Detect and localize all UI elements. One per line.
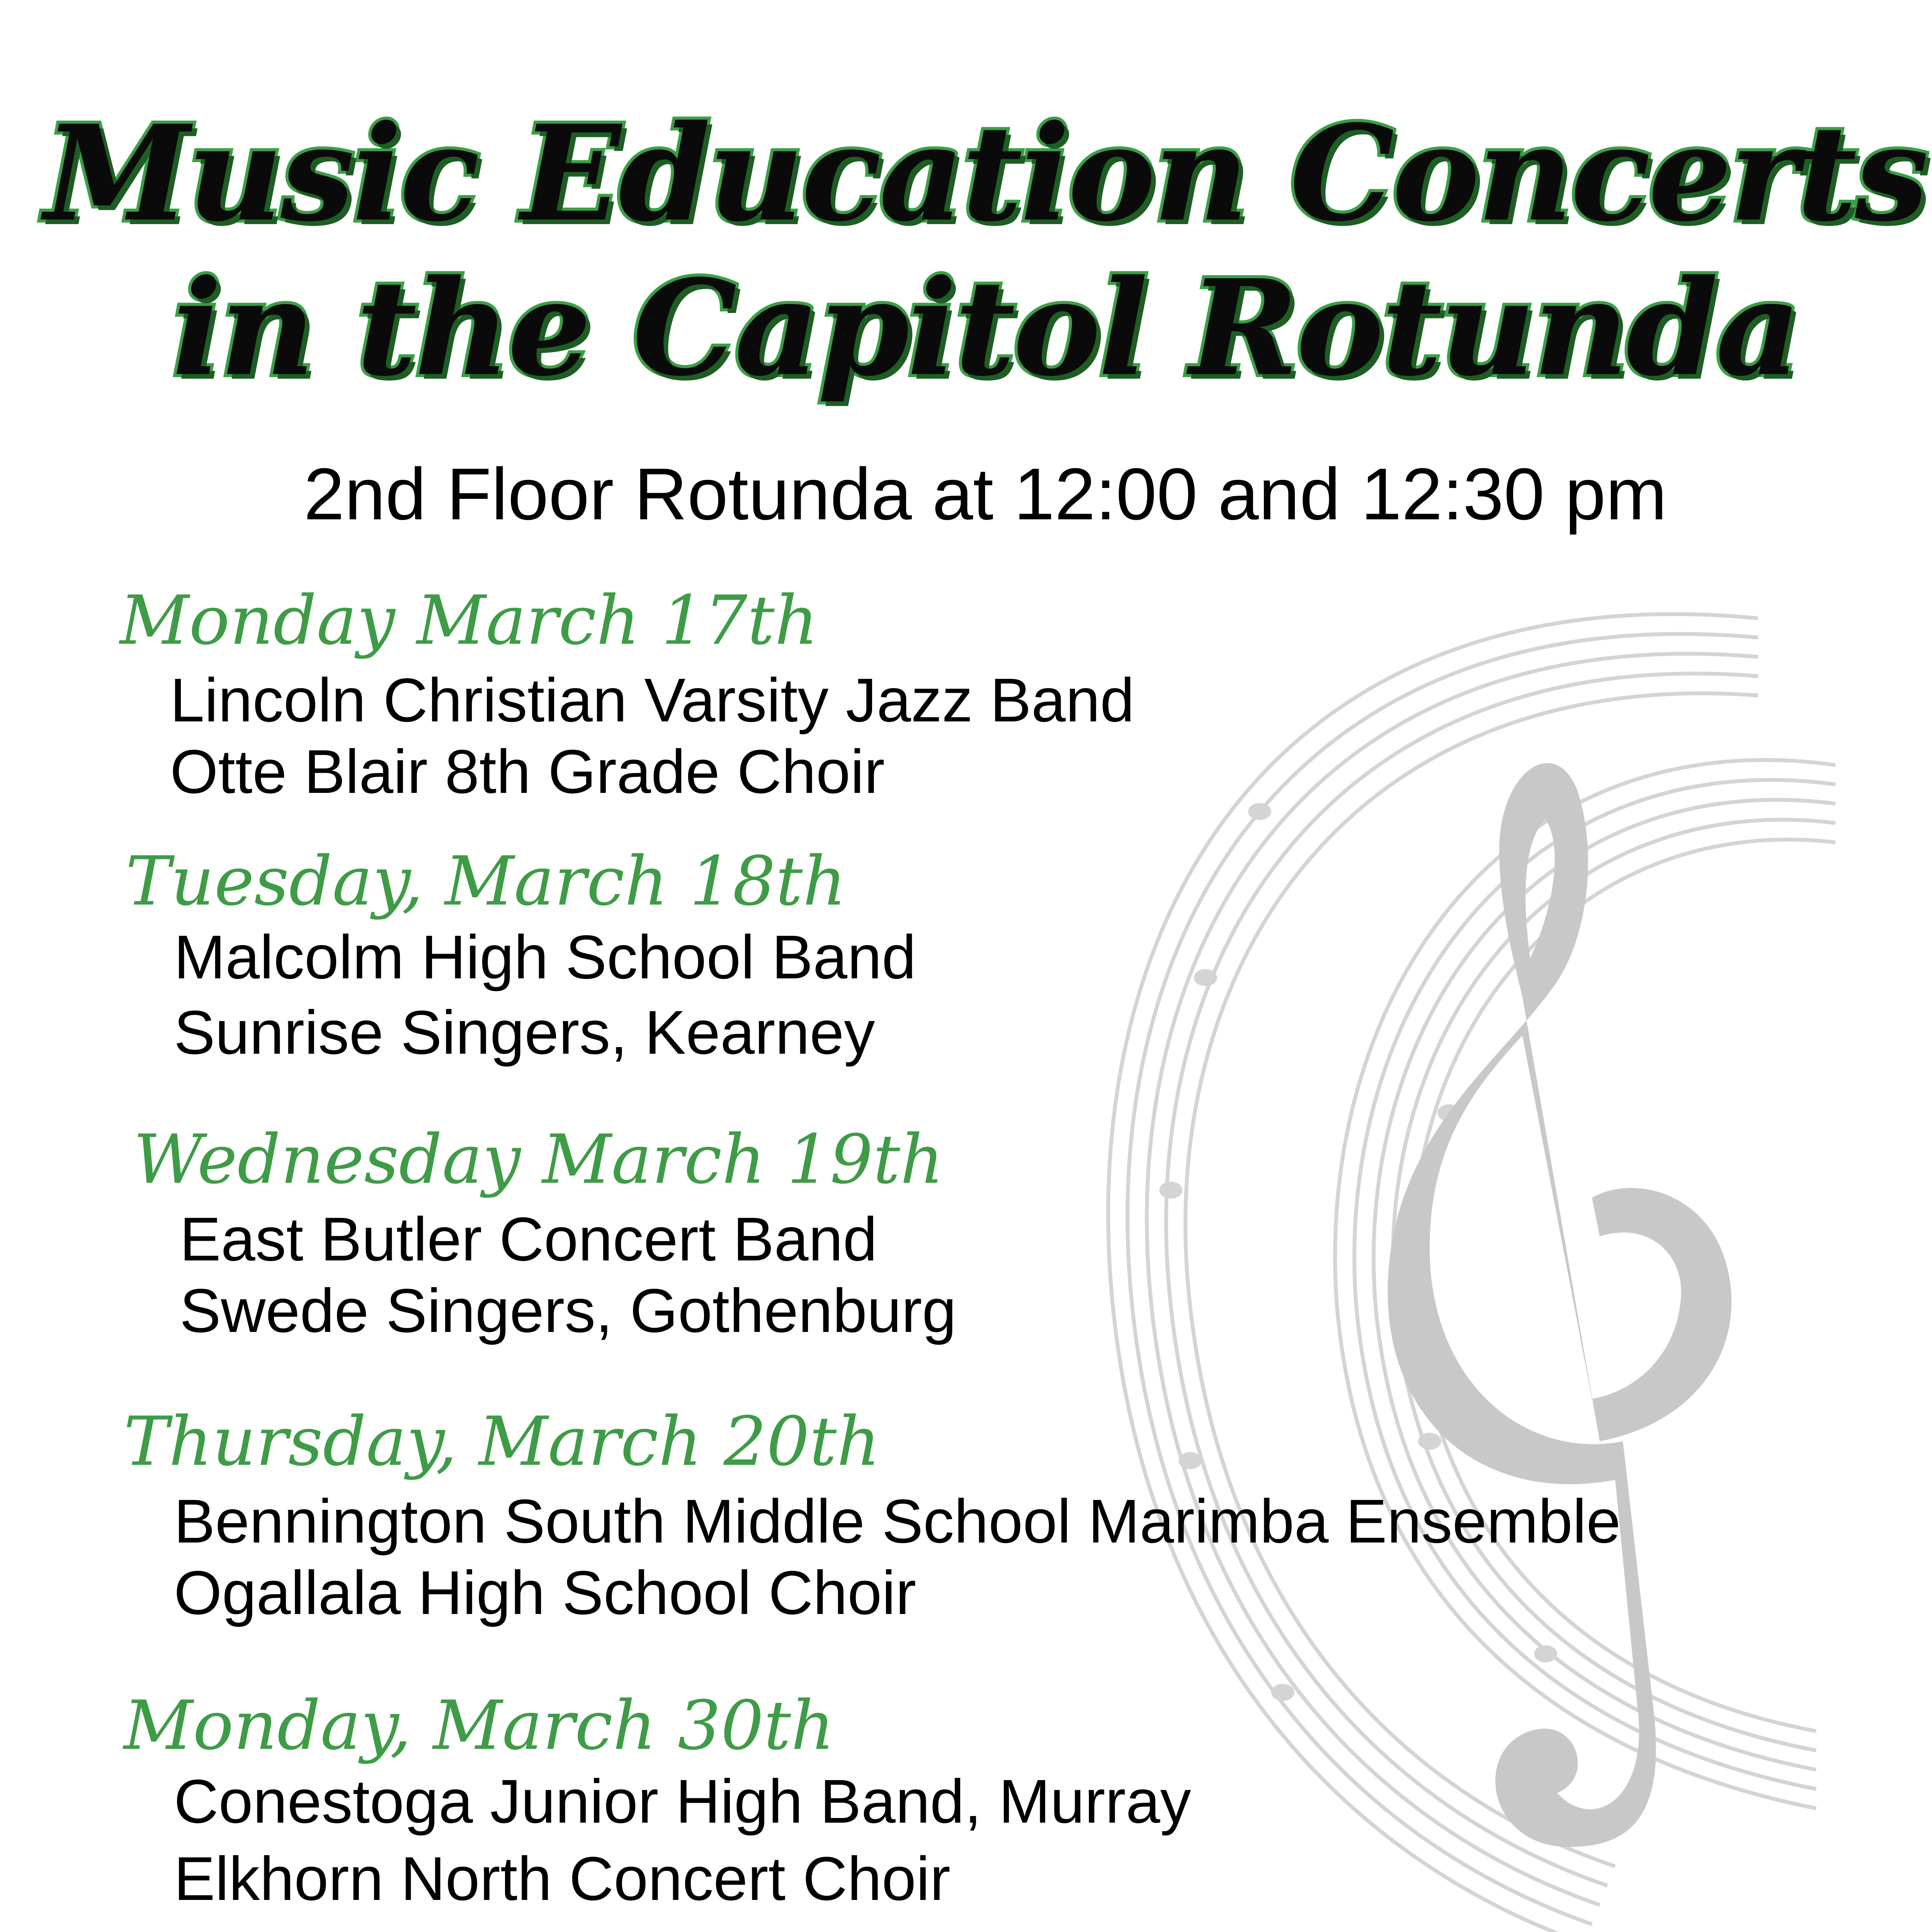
subtitle: 2nd Floor Rotunda at 12:00 and 12:30 pm (303, 453, 1667, 535)
day-heading: Wednesday March 19th (133, 1121, 944, 1199)
ensemble-item: Otte Blair 8th Grade Choir (170, 737, 885, 806)
treble-clef-decoration (1043, 572, 1855, 1932)
ensemble-item: Lincoln Christian Varsity Jazz Band (170, 665, 1134, 735)
ensemble-item: Elkhorn North Concert Choir (174, 1844, 951, 1913)
day-heading: Tuesday, March 18th (126, 842, 847, 921)
ensemble-item: Swede Singers, Gothenburg (180, 1276, 957, 1345)
day-heading: Monday, March 30th (124, 1687, 835, 1765)
day-heading: Monday March 17th (120, 582, 818, 660)
day-heading: Thursday, March 20th (124, 1403, 881, 1481)
staff-notes (1159, 803, 1557, 1701)
title-line-2: in the Capitol Rotunda (172, 251, 1799, 405)
ensemble-item: Conestoga Junior High Band, Murray (174, 1767, 1191, 1836)
ensemble-item: Ogallala High School Choir (174, 1558, 917, 1627)
ensemble-item: Malcolm High School Band (174, 922, 916, 992)
ensemble-item: Sunrise Singers, Kearney (174, 998, 875, 1067)
ensemble-item: East Butler Concert Band (180, 1204, 878, 1274)
title-line-1: Music Education Concerts (44, 97, 1927, 251)
ensemble-item: Bennington South Middle School Marimba Ensemble (174, 1486, 1621, 1556)
